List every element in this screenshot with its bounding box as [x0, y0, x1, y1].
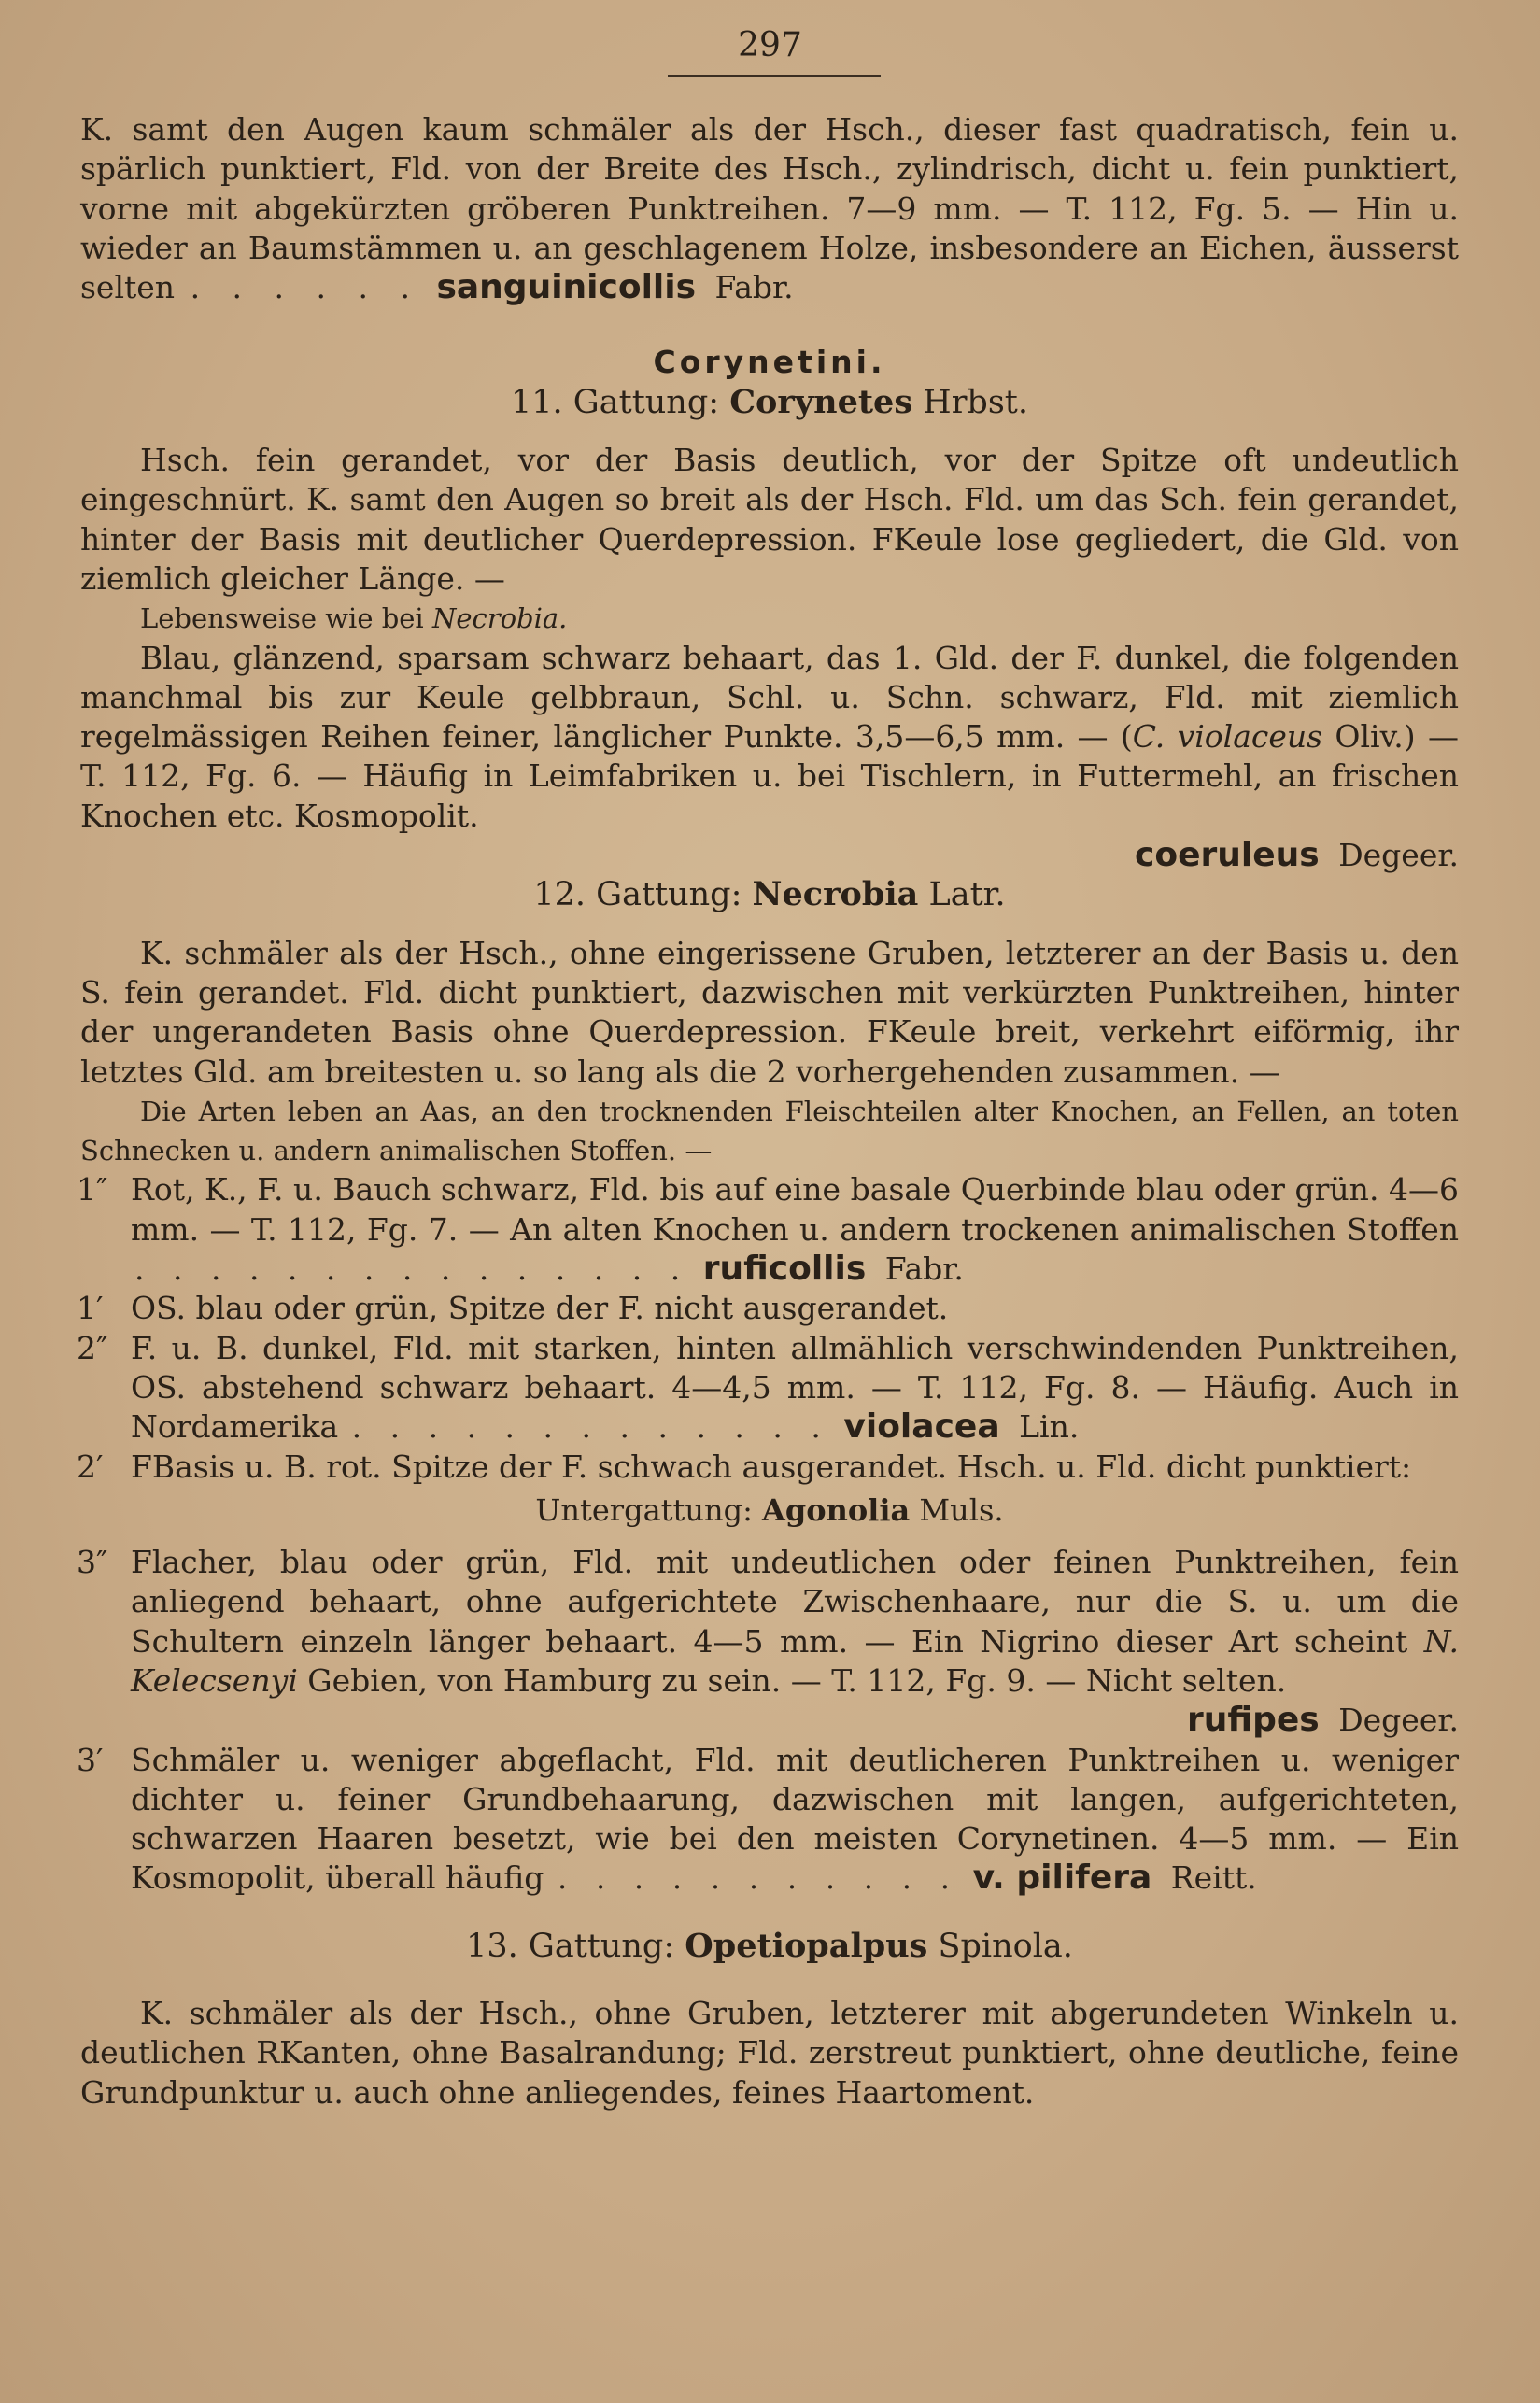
genus-prefix: 13. Gattung: — [466, 1927, 675, 1965]
couplet-body — [131, 1329, 1459, 1448]
couplet-body — [131, 1741, 1459, 1899]
leader-dots: . . . . . . . . . . . — [557, 1859, 960, 1897]
page-body — [77, 110, 1459, 2113]
couplet-body — [131, 1170, 1459, 1289]
entry-text-cont: Oliv.) — T. 112, Fg. 6. — Häufig in Leimfabriken u. bei Tischlern, in Futtermehl, an frischen Knochen etc. Kosmopolit. — [80, 718, 1459, 834]
species-label-coeruleus — [80, 836, 1459, 875]
couplet-number: 2′ — [77, 1448, 104, 1485]
page-number: 297 — [738, 26, 802, 64]
genus-author: Spinola. — [938, 1927, 1073, 1965]
genus-prefix: 12. Gattung: — [533, 876, 742, 914]
couplet-text: FBasis u. B. rot. Spitze der F. schwach ausgerandet. Hsch. u. Fld. dicht punktiert: — [131, 1448, 1412, 1485]
species-author: Fabr. — [714, 269, 794, 306]
genus-heading-11 — [80, 383, 1459, 422]
species-author: Lin. — [1019, 1408, 1080, 1446]
subgenus-heading — [80, 1491, 1459, 1530]
couplet-3b — [77, 1741, 1459, 1899]
life-note: Die Arten leben an Aas, an den trocknenden Fleischteilen alter Knochen, an Fellen, an toten Schnecken u. andern animalischen Stoffen. — — [80, 1095, 1459, 1167]
couplet-text: Schmäler u. weniger abgeflacht, Fld. mit deutlicheren Punktreihen u. weniger dichter u. feiner Grundbehaarung, dazwischen mit langen, aufgerichteten, schwarzen Haaren besetzt, wie bei den meisten Corynetinen. 4—5 mm. — Ein Kosmopolit, überall häufig — [131, 1741, 1459, 1897]
genus-author: Hrbst. — [923, 383, 1028, 421]
genus-name: Opetiopalpus — [685, 1926, 928, 1965]
couplet-text: F. u. B. dunkel, Fld. mit starken, hinten allmählich verschwindenden Punktreihen, OS. abstehend schwarz behaart. 4—4,5 mm. — T. 112, Fg. 8. — Häufig. Auch in Nordamerika — [131, 1329, 1459, 1446]
synonym: C. violaceus — [1132, 718, 1323, 756]
species-author: Degeer. — [1338, 837, 1459, 874]
subgenus-author: Muls. — [919, 1491, 1004, 1528]
species-author: Reitt. — [1170, 1859, 1257, 1897]
subgenus-prefix: Untergattung: — [535, 1491, 753, 1528]
couplet-number: 3″ — [77, 1544, 108, 1581]
species-name: ruficollis — [702, 1250, 867, 1289]
genus-author: Latr. — [928, 876, 1006, 914]
genus-prefix: 11. Gattung: — [511, 383, 720, 421]
couplet-1a — [77, 1170, 1459, 1289]
genus-description: K. schmäler als der Hsch., ohne Gruben, letzterer mit abgerundeten Winkeln u. deutlichen RKanten, ohne Basalrandung; Fld. zerstreut punktiert, ohne deutliche, feine Grundpunktur u. auch ohne anliegendes, feines Haartoment. — [80, 1995, 1459, 2111]
tribe-heading: Corynetini. — [653, 344, 886, 381]
species-name: violacea — [843, 1407, 1000, 1447]
couplet-2b — [77, 1448, 1459, 1487]
genus-description: K. schmäler als der Hsch., ohne eingerissene Gruben, letzterer an der Basis u. den S. fein gerandet. Fld. dicht punktiert, dazwischen mit verkürzten Punktreihen, hinter der ungerandeten Basis ohne Querdepression. FKeule breit, verkehrt eiförmig, ihr letztes Gld. am breitesten u. so lang als die 2 vorhergehenden zusammen. — — [80, 934, 1459, 1090]
couplet-text: OS. blau oder grün, Spitze der F. nicht ausgerandet. — [131, 1290, 949, 1327]
species-author: Degeer. — [1338, 1702, 1459, 1739]
couplet-text: Rot, K., F. u. Bauch schwarz, Fld. bis auf eine basale Querbinde blau oder grün. 4—6 mm. — T. 112, Fg. 7. — An alten Knochen u. andern trockenen animalischen Stoffen — [131, 1171, 1459, 1248]
header-rule — [668, 75, 881, 77]
species-name: v. pilifera — [972, 1859, 1152, 1898]
couplet-body — [131, 1543, 1459, 1740]
couplet-number: 1′ — [77, 1290, 104, 1327]
life-note-ref: Necrobia. — [431, 602, 568, 635]
species-name: coeruleus — [1135, 836, 1320, 875]
species-name: sanguinicollis — [436, 268, 697, 307]
couplet-text: Flacher, blau oder grün, Fld. mit undeutlichen oder feinen Punktreihen, fein anliegend behaart, ohne aufgerichtete Zwischenhaare, nur die S. u. um die Schultern einzeln länger behaart. 4—5 mm. — Ein Nigrino dieser Art scheint — [131, 1544, 1459, 1660]
genus-heading-13 — [80, 1927, 1459, 1966]
species-author: Fabr. — [884, 1251, 964, 1288]
leader-dots: . . . . . . . . . . . . . — [351, 1408, 830, 1446]
species-entry-sanguinicollis — [80, 110, 1459, 307]
species-label — [131, 1701, 1459, 1740]
genus-description: Hsch. fein gerandet, vor der Basis deutlich, vor der Spitze oft undeutlich eingeschnürt. K. samt den Augen so breit als der Hsch. Fld. um das Sch. fein gerandet, hinter der Basis mit deutlicher Querdepression. FKeule lose gegliedert, die Gld. von ziemlich gleicher Länge. — — [80, 442, 1459, 597]
leader-dots: . . . . . . . . . . . . . . . — [134, 1251, 690, 1288]
couplet-number: 3′ — [77, 1741, 104, 1778]
couplet-text-cont: Gebien, von Hamburg zu sein. — T. 112, Fg. 9. — Nicht selten. — [307, 1661, 1287, 1699]
species-entry-coeruleus — [80, 639, 1459, 836]
couplet-3a — [77, 1543, 1459, 1740]
entry-text: K. samt den Augen kaum schmäler als der Hsch., dieser fast quadratisch, fein u. spärlich punktiert, Fld. von der Breite des Hsch., zylindrisch, dicht u. fein punktiert, vorne mit abgekürzten gröberen Punktreihen. 7—9 mm. — T. 112, Fg. 5. — Hin u. wieder an Baumstämmen u. an geschlagenem Holze, insbesondere an Eichen, äusserst selten — [80, 111, 1459, 306]
life-note-text: Lebensweise wie bei — [140, 602, 424, 635]
species-name: rufipes — [1187, 1701, 1320, 1740]
leader-dots: . . . . . . — [190, 269, 421, 306]
synonym: N. Kelecsenyi — [131, 1622, 1459, 1699]
genus-heading-12 — [80, 875, 1459, 914]
entry-text: Blau, glänzend, sparsam schwarz behaart, das 1. Gld. der F. dunkel, die folgenden manchmal bis zur Keule gelbbraun, Schl. u. Schn. schwarz, Fld. mit ziemlich regelmässigen Reihen feiner, länglicher Punkte. 3,5—6,5 mm. — ( — [80, 639, 1459, 756]
genus-name: Corynetes — [729, 382, 913, 421]
couplet-number: 1″ — [77, 1171, 108, 1209]
genus-name: Necrobia — [752, 875, 919, 914]
couplet-1b — [77, 1289, 1459, 1328]
couplet-number: 2″ — [77, 1329, 108, 1366]
life-note — [80, 599, 1459, 638]
couplet-2a — [77, 1329, 1459, 1448]
subgenus-name: Agonolia — [762, 1491, 911, 1528]
